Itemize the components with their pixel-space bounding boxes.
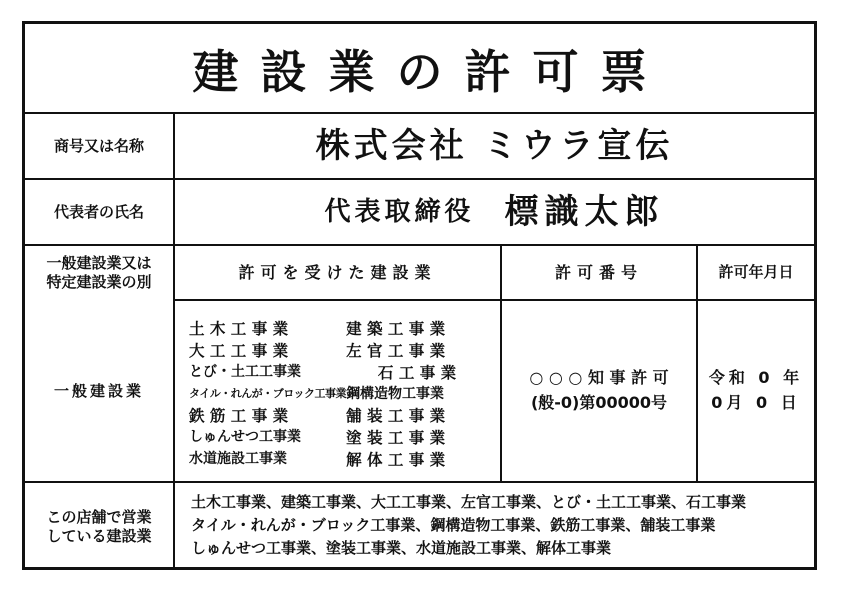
shop-business-list xyxy=(185,483,814,570)
business-type: 左 官 工 事 業 xyxy=(346,342,446,360)
shop-business-line: 土木工事業、建築工事業、大工工事業、左官工事業、とび・土工工事業、石工事業 xyxy=(191,493,747,511)
business-type: 建 築 工 事 業 xyxy=(346,320,446,339)
shop-label xyxy=(25,483,173,570)
permit-date-line1: 令和 0 年 xyxy=(708,368,804,388)
business-type: 塗 装 工 事 業 xyxy=(346,429,446,448)
shop-label-line2: している建設業 xyxy=(46,526,152,545)
shop-label-line1: この店舗で営業 xyxy=(46,507,152,526)
permit-number-header: 許可番号 xyxy=(554,262,643,282)
business-type: 鉄 筋 工 事 業 xyxy=(189,407,289,426)
category-label xyxy=(25,246,173,299)
permit-number-line1: ○ ○ ○ 知 事 許 可 xyxy=(529,368,669,388)
permit-number-line2: (般-0)第00000号 xyxy=(530,393,668,412)
category-label-line1: 一般建設業又は xyxy=(46,253,152,272)
trade-name-label: 商号又は名称 xyxy=(53,136,144,155)
representative-title: 代表取締役 xyxy=(324,196,475,227)
business-type: 解 体 工 事 業 xyxy=(346,450,446,469)
business-header: 許可を受けた建設業 xyxy=(238,262,437,282)
category-label-line2: 特定建設業の別 xyxy=(46,272,152,291)
business-type: タイル・れんが・ブロック工事業 xyxy=(189,386,347,400)
business-type: とび・土工工事業 xyxy=(189,363,301,380)
category-value: 一般建設業 xyxy=(53,381,144,400)
business-type: 舗 装 工 事 業 xyxy=(346,407,446,426)
shop-business-line: しゅんせつ工事業、塗装工事業、水道施設工事業、解体工事業 xyxy=(191,539,612,557)
business-type: 土 木 工 事 業 xyxy=(189,320,289,339)
license-sign xyxy=(22,21,817,570)
business-type: 大 工 工 事 業 xyxy=(189,342,289,360)
shop-business-line: タイル・れんが・ブロック工事業、鋼構造物工事業、鉄筋工事業、舗装工事業 xyxy=(191,516,716,534)
trade-name: 株式会社 ミウラ宣伝 xyxy=(315,125,674,166)
representative xyxy=(175,180,814,244)
sign-title: 建設業の許可票 xyxy=(192,45,669,99)
permit-date-header: 許可年月日 xyxy=(718,263,794,282)
representative-name: 標識太郎 xyxy=(504,191,665,232)
permit-number xyxy=(502,301,696,481)
representative-label: 代表者の氏名 xyxy=(53,202,144,221)
permit-date xyxy=(698,301,814,481)
business-type: 水道施設工事業 xyxy=(189,450,287,467)
business-type: 鋼構造物工事業 xyxy=(346,385,445,402)
business-types xyxy=(185,306,498,481)
permit-date-line2: 0月 0 日 xyxy=(711,393,801,412)
business-type: しゅんせつ工事業 xyxy=(189,429,301,446)
business-type: 石 工 事 業 xyxy=(377,363,457,382)
